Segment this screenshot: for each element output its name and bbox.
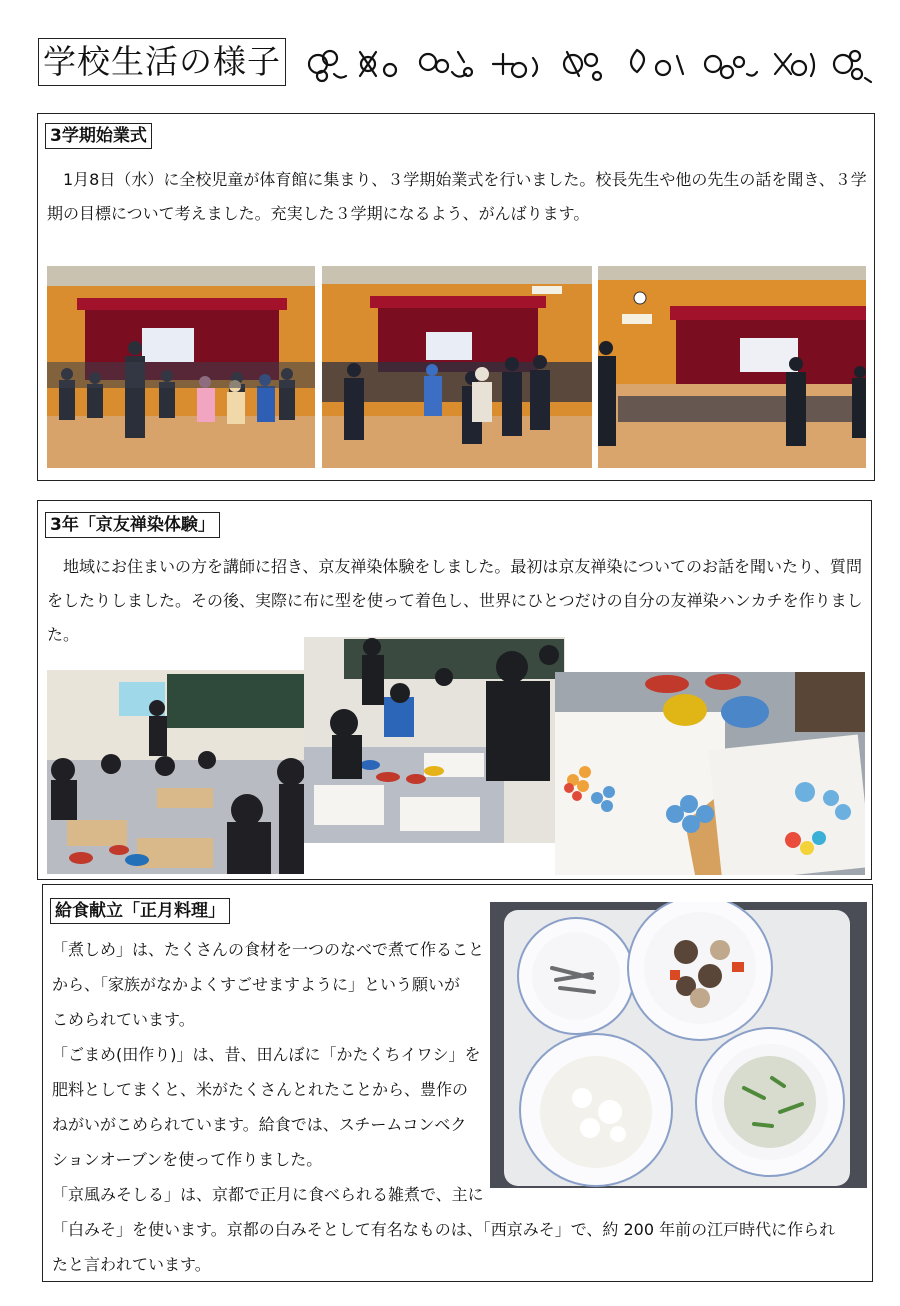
section-heading: 給食献立「正月料理」 bbox=[50, 898, 230, 924]
flower-doodle bbox=[775, 54, 814, 76]
flower-doodle bbox=[564, 52, 601, 80]
text-line: 肥料としてまくと、米がたくさんとれたことから、豊作の bbox=[52, 1080, 469, 1099]
page-title: 学校生活の様子 bbox=[38, 38, 286, 86]
text-line: から、「家族がなかよくすごせますように」という願いが bbox=[52, 975, 461, 994]
text-line: ションオーブンを使って作りました。 bbox=[52, 1150, 323, 1169]
gym-assembly-photo-3 bbox=[598, 266, 866, 468]
flower-doodle bbox=[420, 52, 472, 77]
text-line: 「ごまめ(田作り)」は、昔、田んぼに「かたくちイワシ」を bbox=[52, 1045, 481, 1064]
section-text: 地域にお住まいの方を講師に招き、京友禅染体験をしました。最初は京友禅染についてのお話を聞いたり、質問をしたりしました。その後、実際に布に型を使って着色し、世界にひとつだけの自分の友禅染ハンカチを作りました。 bbox=[47, 557, 863, 644]
text-line: こめられています。 bbox=[52, 1010, 195, 1029]
lunch-description bbox=[52, 932, 488, 1212]
flower-doodle bbox=[360, 52, 396, 76]
new-year-lunch-photo bbox=[490, 902, 867, 1188]
classroom-lecture-photo bbox=[47, 670, 304, 874]
section-heading: 3学期始業式 bbox=[45, 123, 152, 149]
text-line: 「京風みそしる」は、京都で正月に食べられる雑煮で、主に bbox=[52, 1185, 484, 1204]
flower-doodle bbox=[493, 54, 537, 77]
gym-assembly-photo-1 bbox=[47, 266, 315, 468]
dyed-handkerchief-photo bbox=[555, 672, 865, 875]
students-dyeing-photo bbox=[304, 637, 565, 843]
lunch-description-wide bbox=[52, 1212, 868, 1282]
text-line: 「煮しめ」は、たくさんの食材を一つのなべで煮て作ること bbox=[52, 940, 485, 959]
section-text: 1月8日（水）に全校児童が体育館に集まり、３学期始業式を行いました。校長先生や他の先生の話を聞き、３学期の目標について考えました。充実した３学期になるよう、がんばります。 bbox=[47, 170, 867, 223]
flower-doodle bbox=[834, 51, 871, 82]
text-line: ねがいがこめられています。給食では、スチームコンベク bbox=[52, 1115, 467, 1134]
gym-assembly-photo-2 bbox=[322, 266, 592, 468]
text-line: たと言われています。 bbox=[52, 1255, 211, 1274]
text-line: 「白みそ」を使います。京都の白みそとして有名なものは、「西京みそ」で、約 200 年前の江戸時代に作られ bbox=[52, 1220, 836, 1239]
section-heading: 3年「京友禅染体験」 bbox=[45, 512, 220, 538]
flower-doodle bbox=[631, 50, 683, 75]
flower-doodle bbox=[309, 51, 346, 81]
flower-doodle bbox=[705, 56, 757, 78]
flower-decoration bbox=[298, 34, 878, 90]
